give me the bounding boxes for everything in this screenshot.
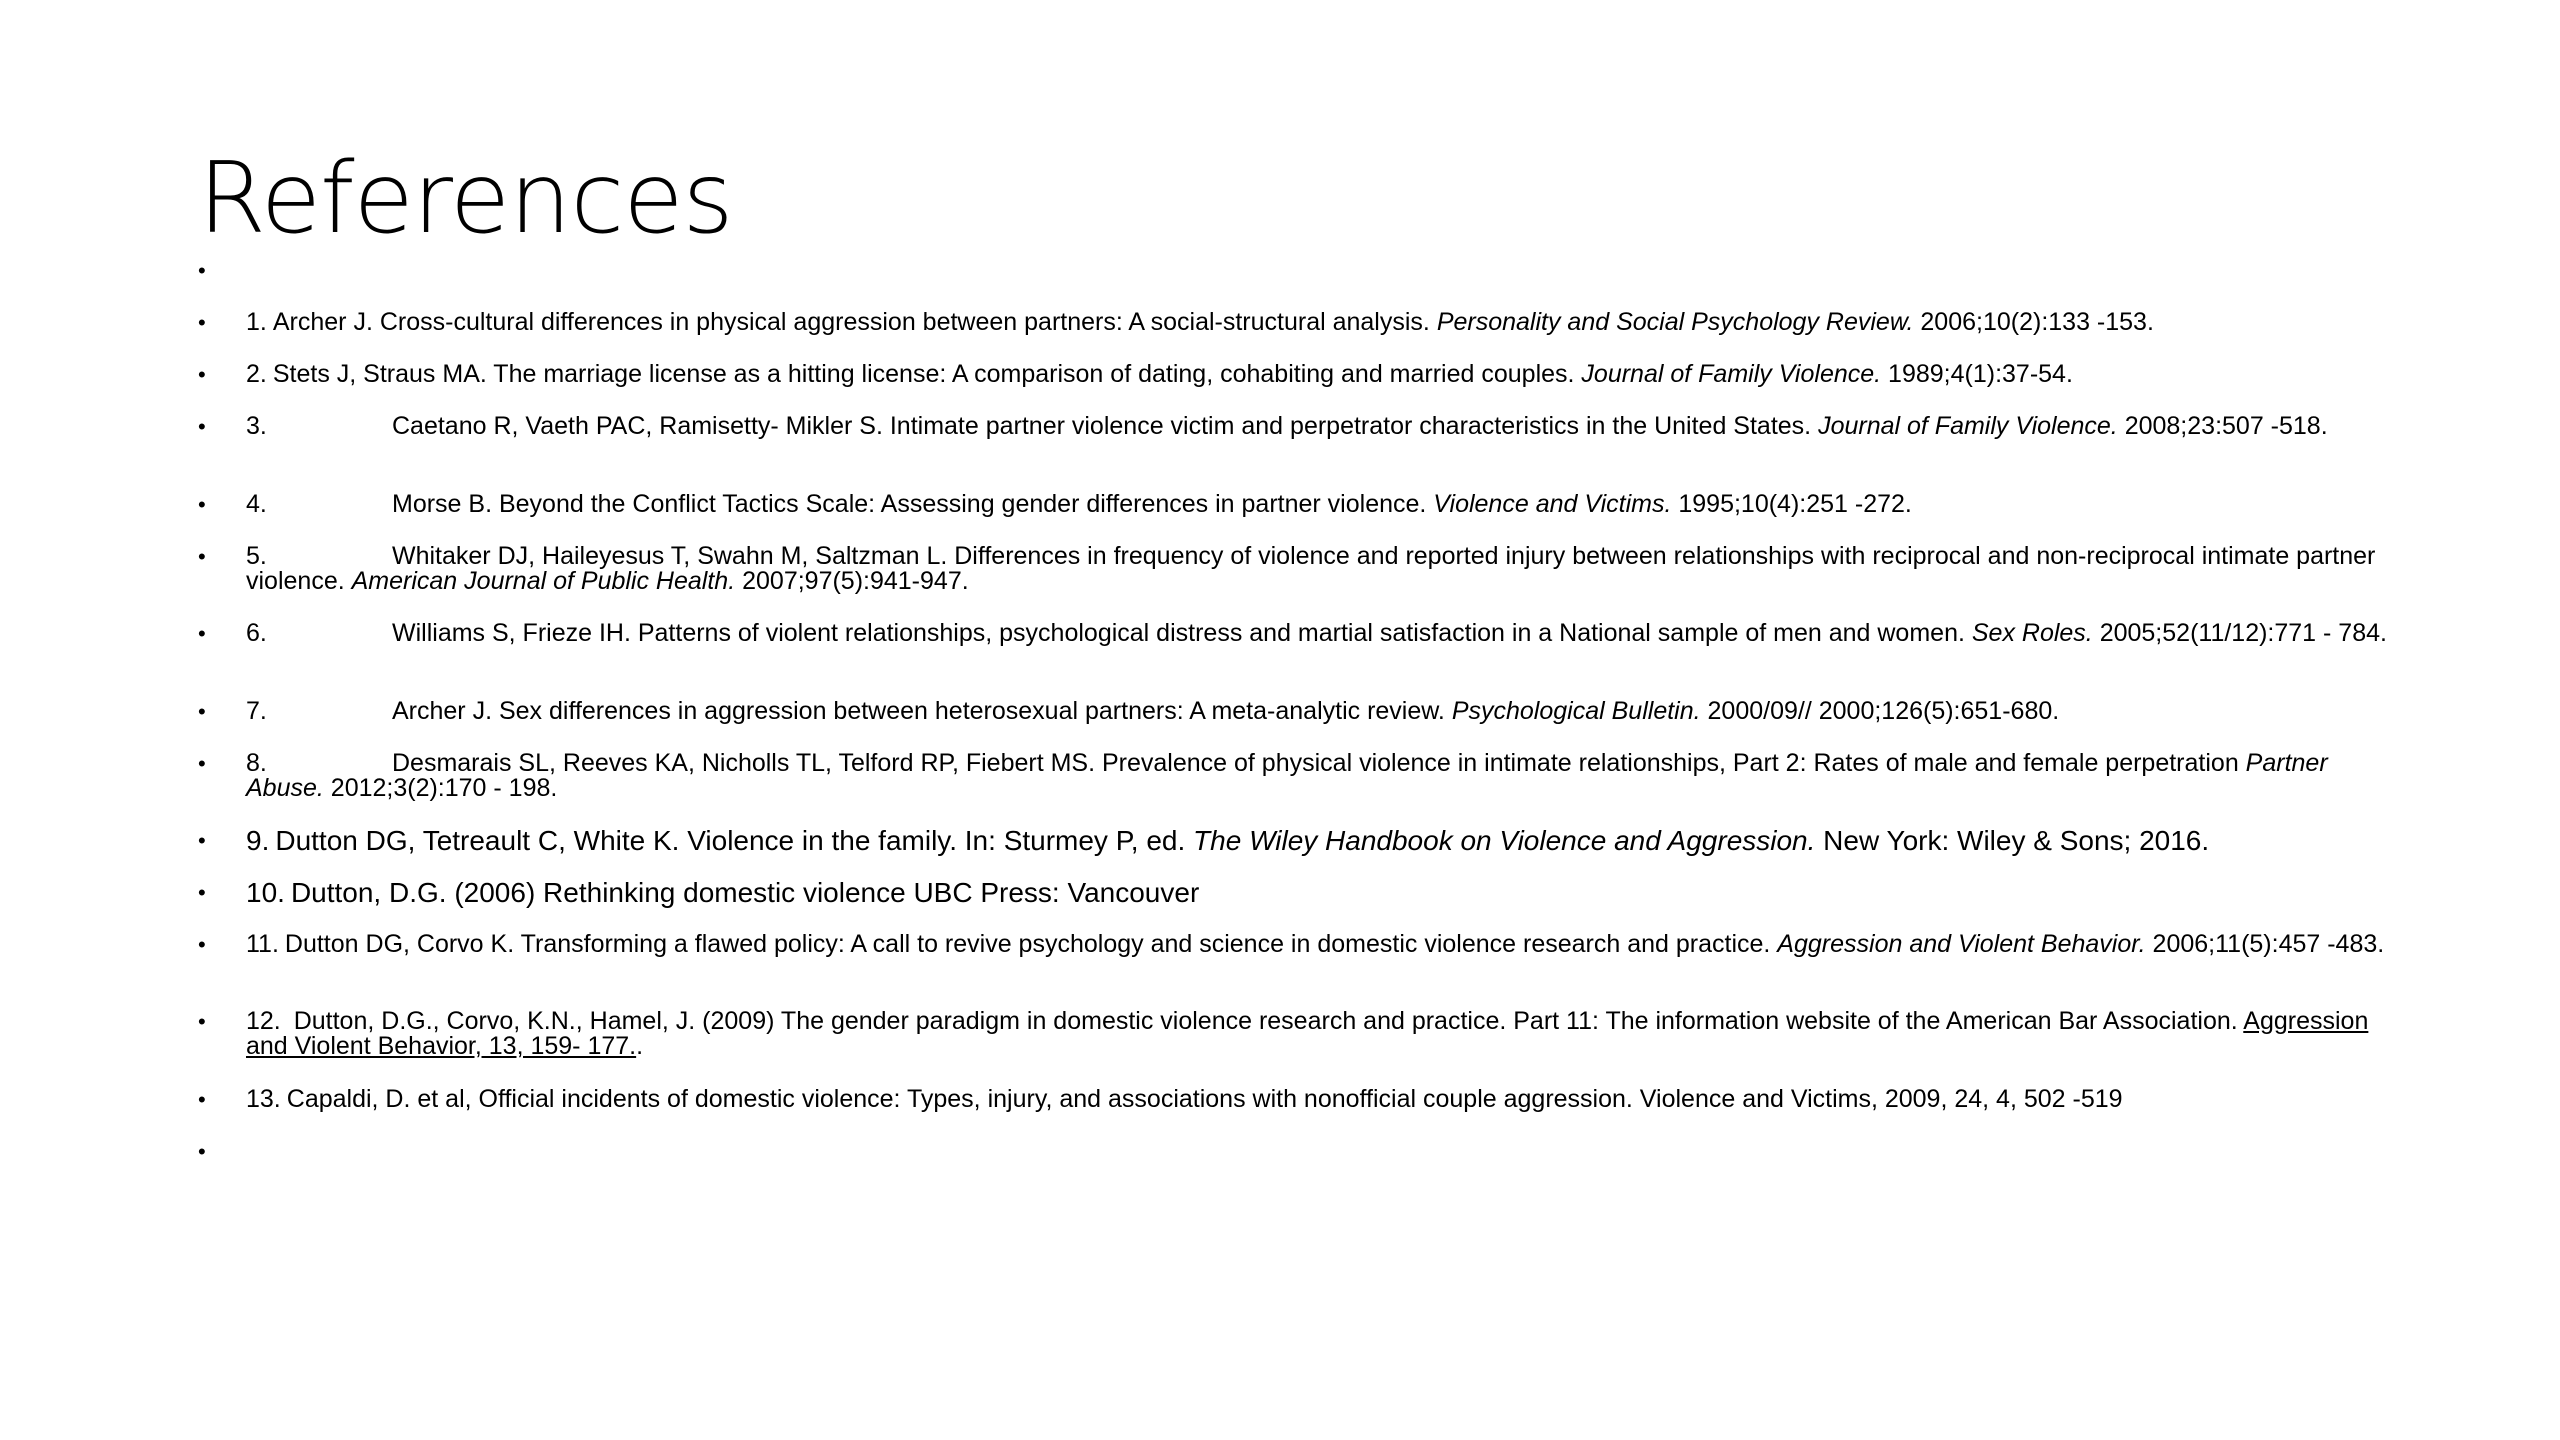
reference-4 [198,492,2398,517]
reference-journal: Aggression and Violent Behavior. [1777,930,2146,958]
reference-text: Desmarais SL, Reeves KA, Nicholls TL, Telford RP, Fiebert MS. Prevalence of physical violence in intimate relationships, Part 2: Rates of male and female perpetration [392,749,2246,777]
reference-13 [198,1087,2398,1112]
reference-tail: 2006;10(2):133 -153. [1913,308,2154,336]
reference-journal: The Wiley Handbook on Violence and Aggression. [1193,825,1816,856]
reference-tail: 2012;3(2):170 - 198. [323,774,558,802]
reference-link[interactable]: Aggression and Violent Behavior, 13, 159- 177. [246,1007,2369,1060]
reference-number: 13. [246,1085,281,1113]
bullet-icon: • [198,751,206,776]
reference-2 [198,362,2398,387]
reference-number: 6. [246,619,267,647]
reference-journal: Psychological Bulletin. [1451,697,1701,725]
reference-tail: New York: Wiley & Sons; 2016. [1815,825,2210,856]
reference-1 [198,310,2398,335]
reference-text: Archer J. Sex differences in aggression between heterosexual partners: A meta-analytic review. [392,697,1452,725]
reference-text: Whitaker DJ, Haileyesus T, Swahn M, Saltzman L. Differences in frequency of violence and reported injury between relationships with reciprocal and non-reciprocal intimate partner violence. [246,542,2376,595]
reference-number: 7. [246,697,267,725]
reference-text: Dutton DG, Corvo K. Transforming a flawed policy: A call to revive psychology and science in domestic violence research and practice. [284,930,1778,958]
reference-tail: . [636,1032,644,1060]
reference-number: 9. [246,825,270,856]
reference-text: Williams S, Frieze IH. Patterns of violent relationships, psychological distress and martial satisfaction in a National sample of men and women. [392,619,1972,647]
reference-tail: 2000/09// 2000;126(5):651-680. [1700,697,2060,725]
reference-tail: 2007;97(5):941-947. [735,567,969,595]
bullet-icon: • [198,880,206,905]
reference-3 [198,414,2398,439]
reference-journal: Sex Roles. [1971,619,2093,647]
reference-journal: Personality and Social Psychology Review. [1436,308,1914,336]
reference-text: Dutton DG, Tetreault C, White K. Violence in the family. In: Sturmey P, ed. [275,825,1194,856]
reference-number: 8. [246,749,267,777]
reference-number: 11. [246,930,279,958]
reference-8 [198,751,2398,801]
reference-text: Morse B. Beyond the Conflict Tactics Scale: Assessing gender differences in partner violence. [392,490,1434,518]
reference-journal: Journal of Family Violence. [1581,360,1882,388]
reference-6 [198,621,2398,646]
bullet-icon: • [198,414,206,439]
bullet-icon: • [198,544,206,569]
bullet-icon: • [198,699,206,724]
reference-11 [198,932,2398,957]
reference-5 [198,544,2398,594]
reference-number: 12. [246,1007,281,1035]
reference-number: 4. [246,490,267,518]
bullet-icon: • [198,310,206,335]
bullet-icon: • [198,621,206,646]
reference-text: Dutton, D.G., Corvo, K.N., Hamel, J. (2009) The gender paradigm in domestic violence research and practice. Part 11: The information website of the American Bar Association. [286,1007,2244,1035]
reference-tail: 2005;52(11/12):771 - 784. [2092,619,2387,647]
reference-text: Dutton, D.G. (2006) Rethinking domestic violence UBC Press: Vancouver [290,877,1200,908]
reference-text: Caetano R, Vaeth PAC, Ramisetty- Mikler S. Intimate partner violence victim and perpetrator characteristics in the United States. [392,412,1819,440]
reference-journal: Partner Abuse. [246,749,2328,802]
bullet-icon: • [198,258,206,283]
bullet-icon: • [198,1139,206,1164]
reference-text: Stets J, Straus MA. The marriage license as a hitting license: A comparison of dating, cohabiting and married couples. [272,360,1582,388]
reference-journal: Violence and Victims. [1433,490,1672,518]
reference-tail: 1995;10(4):251 -272. [1671,490,1912,518]
reference-10 [198,878,2398,908]
reference-number: 10. [246,877,285,908]
reference-number: 5. [246,542,267,570]
reference-tail: 2006;11(5):457 -483. [2145,930,2385,958]
reference-number: 3. [246,412,267,440]
bullet-icon: • [198,828,206,853]
reference-9 [198,826,2398,856]
reference-journal: American Journal of Public Health. [351,567,736,595]
bullet-icon: • [198,362,206,387]
reference-7 [198,699,2398,724]
bullet-icon: • [198,1087,206,1112]
reference-text: Capaldi, D. et al, Official incidents of domestic violence: Types, injury, and associations with nonofficial couple aggression. Violence and Victims, 2009, 24, 4, 502 -519 [286,1085,2123,1113]
bullet-icon: • [198,492,206,517]
bullet-icon: • [198,1009,206,1034]
reference-journal: Journal of Family Violence. [1818,412,2118,440]
reference-number: 2. [246,360,267,388]
reference-text: Archer J. Cross-cultural differences in physical aggression between partners: A social-structural analysis. [272,308,1437,336]
reference-tail: 2008;23:507 -518. [2117,412,2328,440]
page-title: References [198,142,733,256]
reference-tail: 1989;4(1):37-54. [1881,360,2073,388]
reference-number: 1. [246,308,267,336]
reference-12 [198,1009,2398,1059]
bullet-icon: • [198,932,206,957]
